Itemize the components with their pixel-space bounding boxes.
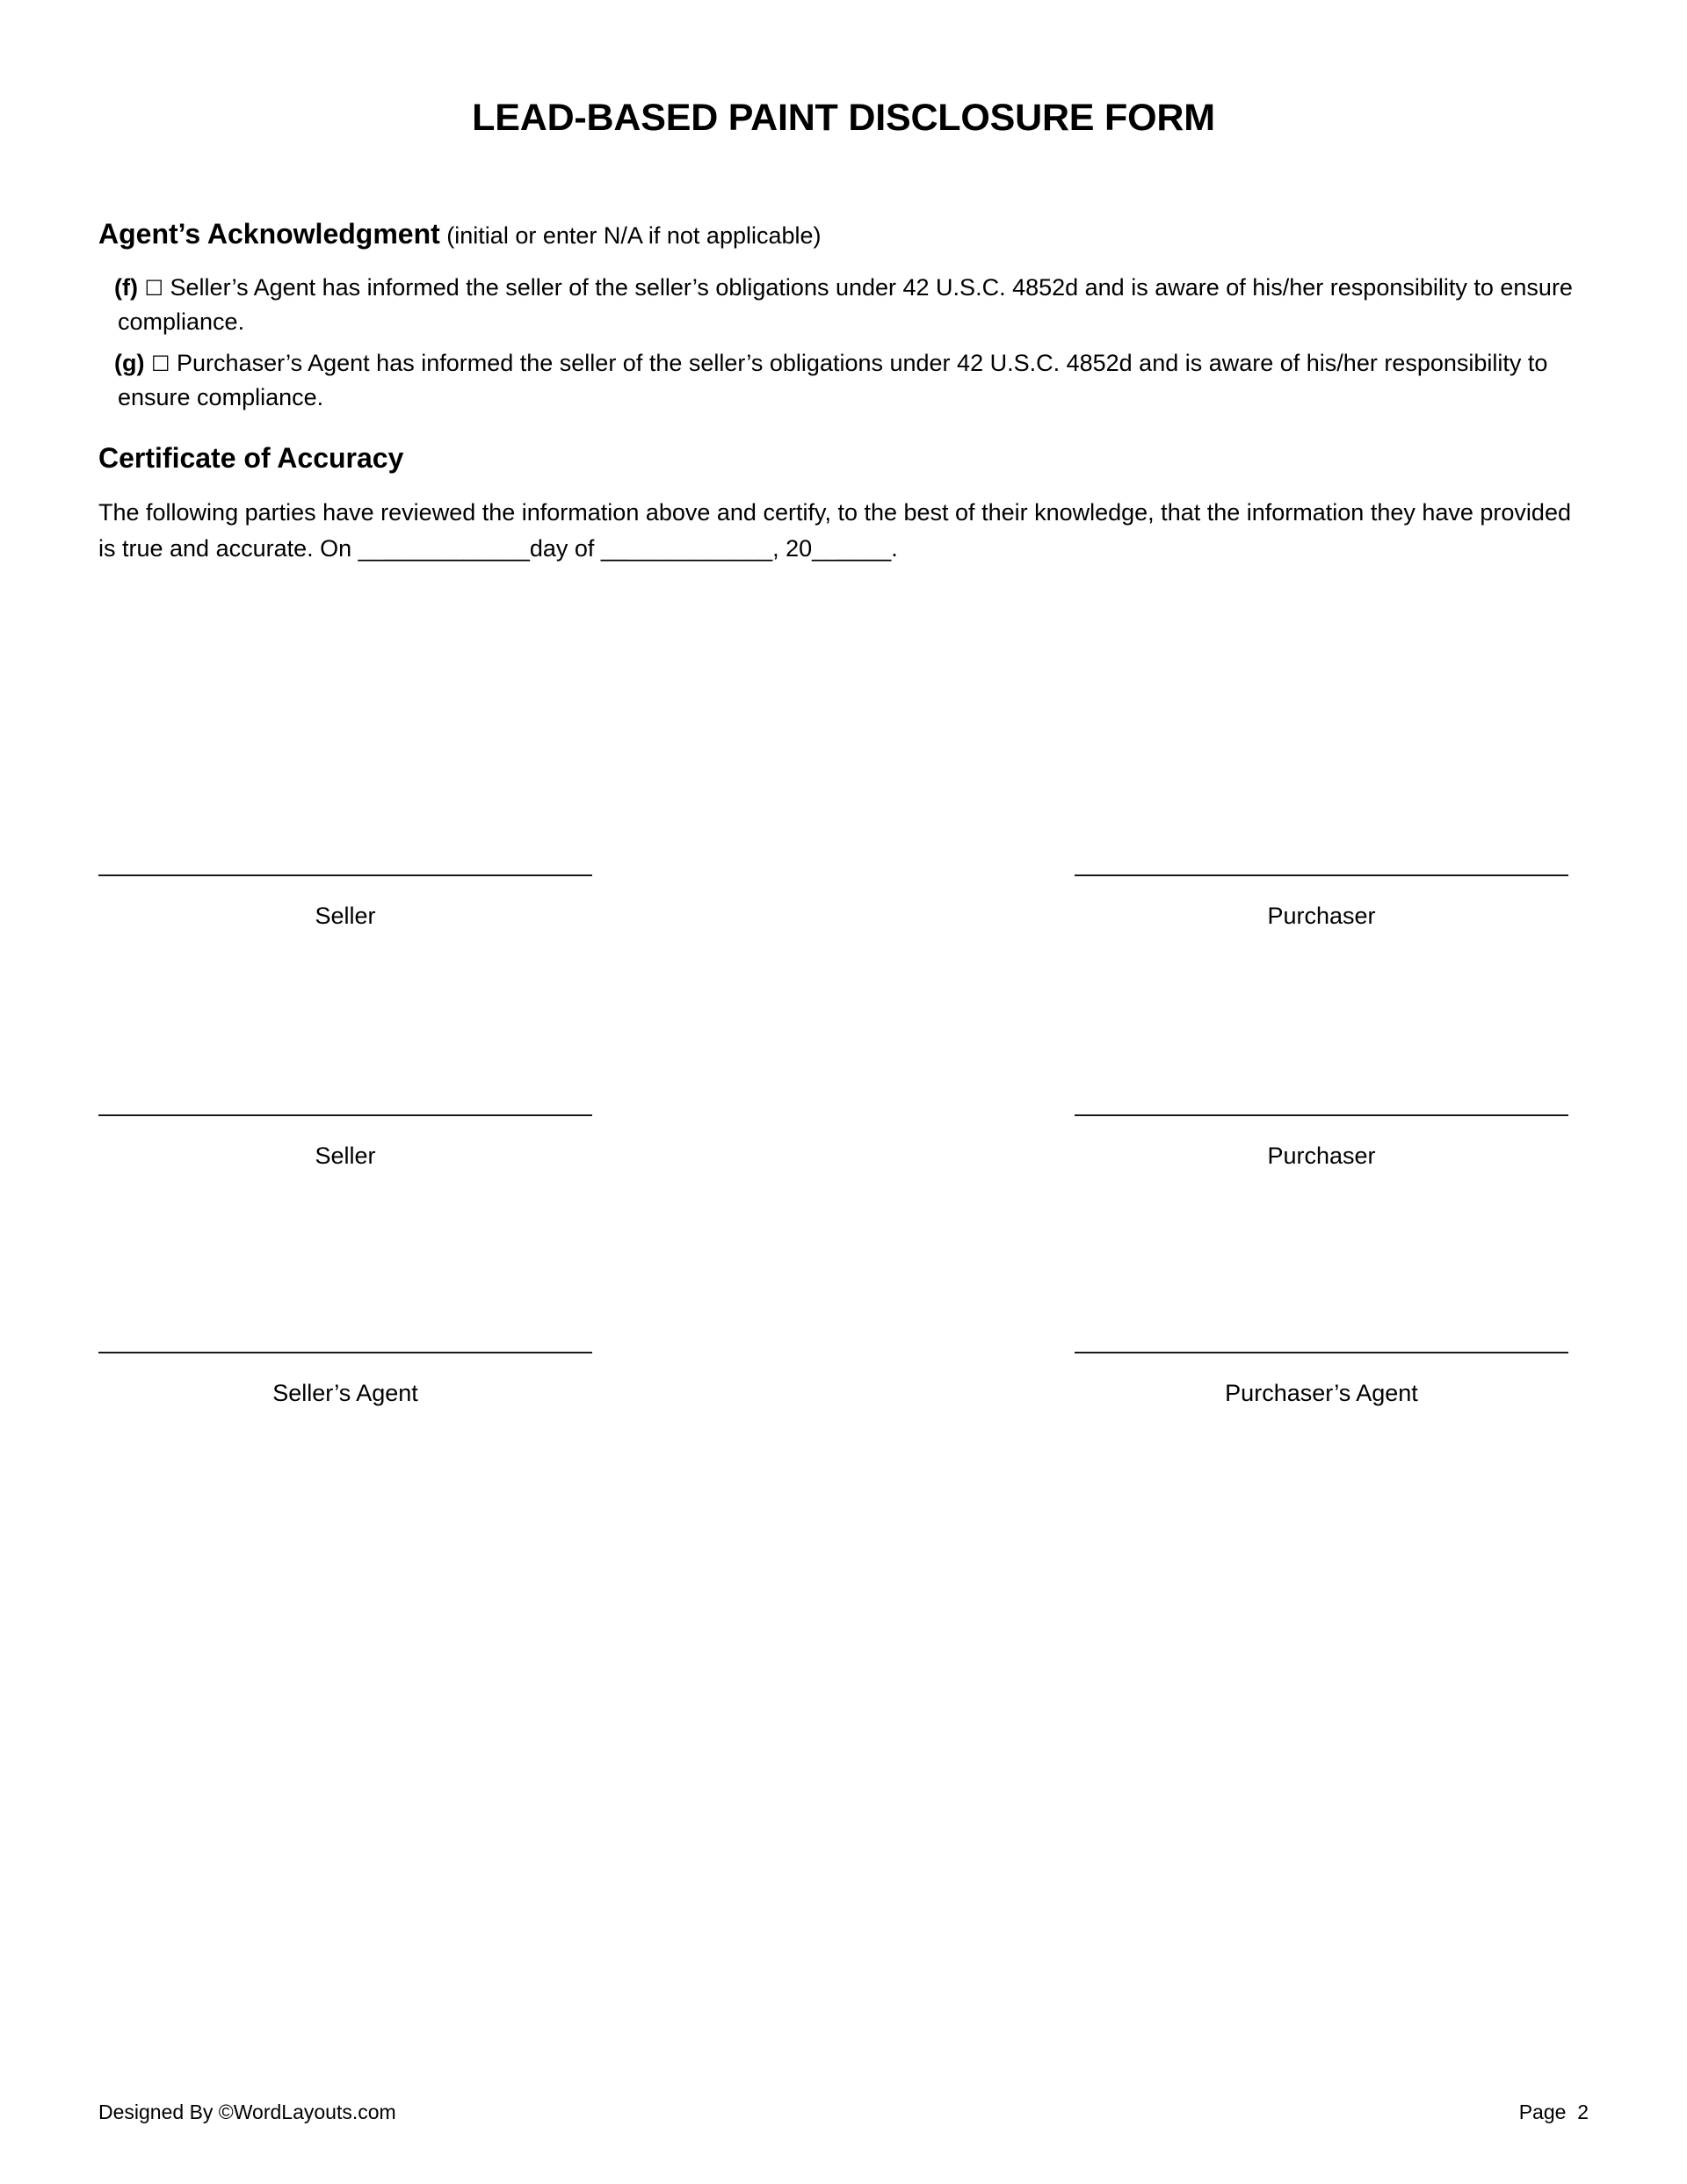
document-body [98,216,1592,567]
signature-label: Purchaser’s Agent [1225,1380,1418,1406]
signature-label: Purchaser [1267,903,1376,929]
signature-line[interactable] [1075,1352,1568,1353]
checkbox-icon[interactable]: ☐ [144,276,164,301]
signature-line[interactable] [98,1352,592,1353]
signature-block-sellers-agent [98,1352,592,1409]
certificate-of-accuracy-paragraph: The following parties have reviewed the information above and certify, to the best of their knowledge, that the information they have provided is true and accurate. On _____________day of _____________, 20______. [98,498,1571,562]
signature-label: Seller’s Agent [272,1380,418,1406]
footer-page-number: Page 2 [1518,2101,1589,2123]
spacer [98,475,1592,495]
agent-acknowledgment-heading-note: (initial or enter N/A if not applicable) [446,222,822,249]
page-footer [98,2101,1589,2125]
signature-block-purchaser-1 [1075,874,1568,932]
page-title: LEAD-BASED PAINT DISCLOSURE FORM [472,97,1215,139]
agent-acknowledgment-heading [98,216,1592,251]
agent-item-f-marker: (f) [114,274,138,301]
agent-item-f-text: Seller’s Agent has informed the seller of the seller’s obligations under 42 U.S.C. 4852d and is aware of his/her responsibility to ensure compliance. [118,274,1573,336]
signature-line[interactable] [1075,874,1568,876]
spacer [98,251,1592,271]
signature-line[interactable] [1075,1114,1568,1116]
spacer [98,416,1592,440]
checkbox-icon[interactable]: ☐ [151,352,170,377]
agent-item-g-text: Purchaser’s Agent has informed the seller of the seller’s obligations under 42 U.S.C. 4852d and is aware of his/her responsibility to ensure compliance. [118,350,1548,411]
agent-item-g [98,346,1592,415]
signature-label: Purchaser [1267,1143,1376,1169]
agent-item-g-marker: (g) [114,350,145,377]
signature-block-purchasers-agent [1075,1352,1568,1409]
signature-line[interactable] [98,1114,592,1116]
agent-acknowledgment-heading-text: Agent’s Acknowledgment [98,218,440,250]
signature-block-seller-1 [98,874,592,932]
certificate-of-accuracy-heading: Certificate of Accuracy [98,441,404,474]
signature-label: Seller [315,1143,376,1169]
signature-label: Seller [315,903,376,929]
agent-item-f [98,271,1592,339]
signature-line[interactable] [98,874,592,876]
signature-block-purchaser-2 [1075,1114,1568,1172]
signature-block-seller-2 [98,1114,592,1172]
footer-designed-by: Designed By ©WordLayouts.com [98,2101,396,2123]
spacer [98,339,1592,346]
